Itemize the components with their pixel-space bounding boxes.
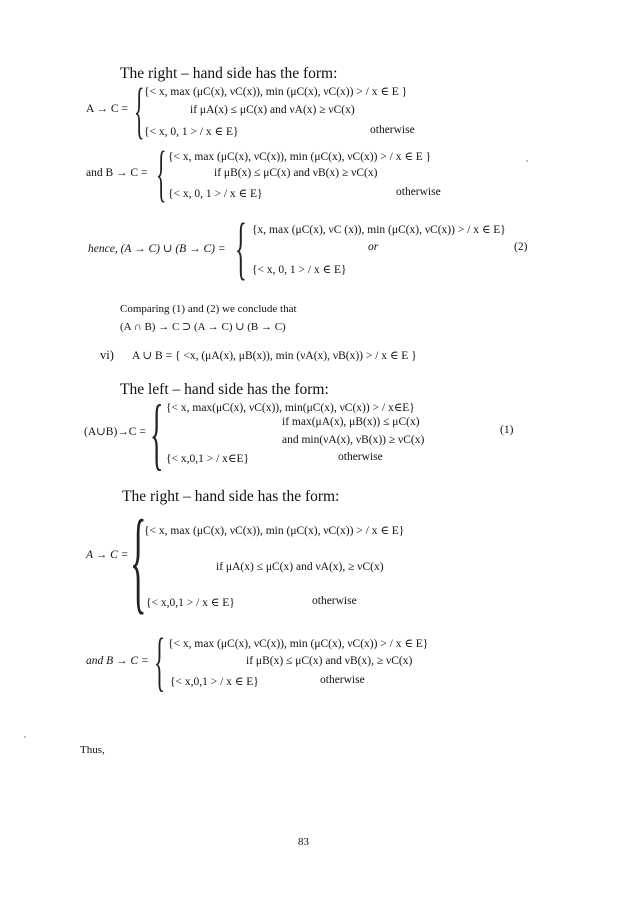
left-brace: { (154, 625, 166, 698)
b-implies-c-lhs: and B → C = (86, 167, 148, 179)
or-connector: or (368, 241, 379, 253)
a-implies-c-lhs: A → C = (86, 103, 128, 115)
case-1-condition: if μB(x) ≤ μC(x) and νB(x), ≥ νC(x) (246, 655, 413, 667)
case-1-set: {< x, max (μC(x), νC(x)), min (μC(x), νC(x)) > / x ∈ E } (168, 151, 432, 163)
union-implies-c-lhs: (A∪B)→C = (84, 426, 146, 438)
right-hand-side-heading: The right – hand side has the form: (120, 65, 338, 82)
union-lhs: hence, (A → C) ∪ (B → C) = (88, 243, 226, 255)
thus-text: Thus, (80, 744, 105, 756)
left-hand-side-heading: The left – hand side has the form: (120, 381, 329, 398)
case-1-condition-2: and min(νA(x), νB(x)) ≥ νC(x) (282, 434, 425, 446)
case-1-condition: if μA(x) ≤ μC(x) and νA(x) ≥ νC(x) (190, 104, 355, 116)
left-brace: { (235, 210, 247, 287)
left-brace: { (130, 497, 147, 624)
case-1-set: {< x, max (μC(x), νC(x)), min (μC(x), νC(x)) > / x ∈ E} (144, 525, 405, 537)
case-1-condition: if μA(x) ≤ μC(x) and νA(x), ≥ νC(x) (216, 561, 384, 573)
case-2-condition: otherwise (320, 674, 365, 686)
comparing-result: (A ∩ B) → C ⊃ (A → C) ∪ (B → C) (120, 321, 286, 333)
case-1-condition: if μB(x) ≤ μC(x) and νB(x) ≥ νC(x) (214, 167, 378, 179)
scan-speck (526, 160, 528, 162)
right-hand-side-heading: The right – hand side has the form: (122, 488, 340, 505)
comparing-text: Comparing (1) and (2) we conclude that (120, 303, 297, 315)
case-1-condition: if max(μA(x), μB(x)) ≤ μC(x) (282, 416, 420, 428)
equation-number: (2) (514, 241, 528, 253)
item-vi-definition: A ∪ B = { <x, (μA(x), μB(x)), min (νA(x), νB(x)) > / x ∈ E } (132, 350, 417, 362)
case-2-set: {< x,0,1 > / x ∈ E} (170, 676, 259, 688)
scan-speck (24, 736, 26, 738)
page-number: 83 (298, 836, 309, 848)
case-2-condition: otherwise (396, 186, 441, 198)
a-implies-c-lhs: A → C = (86, 549, 129, 561)
case-1-set: {< x, max (μC(x), νC(x)), min (μC(x), νC(x)) > / x ∈ E } (144, 86, 408, 98)
case-2-condition: otherwise (312, 595, 357, 607)
case-2-set: {< x, 0, 1 > / x ∈ E} (144, 126, 239, 138)
left-brace: { (134, 77, 145, 145)
case-2-condition: otherwise (370, 124, 415, 136)
left-brace: { (156, 140, 167, 208)
case-1-set: {x, max (μC(x), νC (x)), min (μC(x), νC(x)) > / x ∈ E} (252, 224, 506, 236)
case-2-set: {< x,0,1 > / x ∈ E} (146, 597, 235, 609)
case-1-set: {< x, max (μC(x), νC(x)), min (μC(x), νC(x)) > / x ∈ E} (168, 638, 429, 650)
b-implies-c-lhs: and B → C = (86, 655, 149, 667)
case-1-set: {< x, max(μC(x), νC(x)), min(μC(x), νC(x)) > / x∈E} (166, 402, 415, 414)
left-brace: { (150, 390, 164, 478)
case-2-condition: otherwise (338, 451, 383, 463)
case-2-set: {< x,0,1 > / x∈E} (166, 453, 249, 465)
item-label: vi) (100, 348, 114, 362)
equation-number: (1) (500, 424, 514, 436)
case-2-set: {< x, 0, 1 > / x ∈ E} (168, 188, 263, 200)
case-2-set: {< x, 0, 1 > / x ∈ E} (252, 264, 347, 276)
